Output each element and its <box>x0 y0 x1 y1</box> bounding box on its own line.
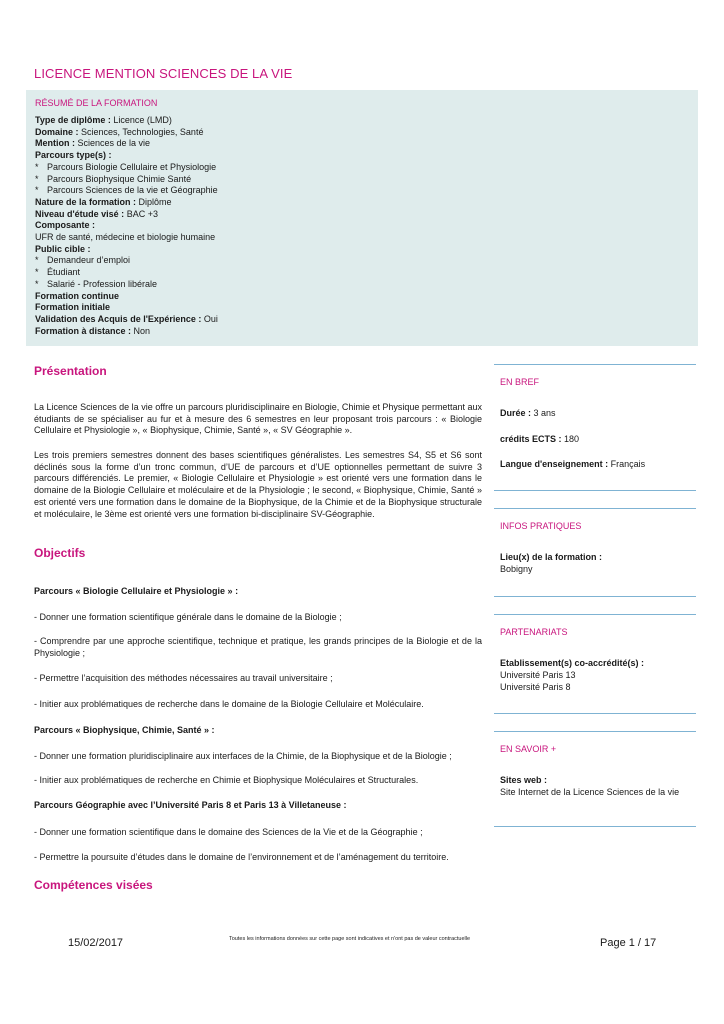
langue-value: Français <box>610 459 646 469</box>
objectifs-heading: Objectifs <box>34 546 86 560</box>
domaine-value: Sciences, Technologies, Santé <box>81 126 204 137</box>
objectif-item: - Permettre la poursuite d’études dans le domaine de l’environnement et de l’aménagement du territoire. <box>34 852 449 862</box>
parcours-subheading: Parcours « Biologie Cellulaire et Physiologie » : <box>34 586 239 596</box>
presentation-heading: Présentation <box>34 364 107 378</box>
etablissement-item: Université Paris 13 <box>500 670 576 680</box>
distance-value: Non <box>133 325 151 336</box>
sidebar-divider <box>494 490 696 491</box>
parcours-item: * Parcours Sciences de la vie et Géographie <box>35 185 218 197</box>
parcours-item: * Parcours Biophysique Chimie Santé <box>35 174 218 186</box>
footer-disclaimer: Toutes les informations données sur cette page sont indicatives et n'ont pas de valeur contractuelle <box>229 936 471 942</box>
nature-label: Nature de la formation : <box>35 196 137 207</box>
type-label: Type de diplôme : <box>35 115 111 125</box>
sidebar-divider <box>494 596 696 597</box>
objectif-item: - Permettre l’acquisition des méthodes nécessaires au travail universitaire ; <box>34 673 333 683</box>
sidebar-divider <box>494 713 696 714</box>
sidebar-divider <box>494 731 696 732</box>
ects-value: 180 <box>564 434 580 444</box>
mention-value: Sciences de la vie <box>77 138 151 149</box>
en-savoir-plus-heading: EN SAVOIR + <box>500 744 557 754</box>
sidebar-divider <box>494 826 696 827</box>
composante-value: UFR de santé, médecine et biologie humaine <box>35 232 216 243</box>
mention-label: Mention : <box>35 138 75 149</box>
presentation-paragraph: Les trois premiers semestres donnent des bases scientifiques généralistes. Les semestres S4, S5 et S6 sont déclinés sous la forme d’un tronc commun, d’UE de parcours et d’UE optionnelles permettant de suivre 3 parcours différenciés. Le premier, « Biologie Cellulaire et Physiologie » est orienté vers une formation dans le domaine de la Biologie Cellulaire et moléculaire et de la Physiologie ; le second, « Biophysique, Chimie, Santé » est orienté vers une formation dans le domaine de la Biophysique, de la Chimie et de la Biophysique structurale et moléculaire, le 3ème est orienté vers une formation bi-disciplinaire SV-Géographie. <box>34 450 482 519</box>
duree-value: 3 ans <box>533 408 556 418</box>
footer-date: 15/02/2017 <box>68 937 124 949</box>
presentation-paragraph: La Licence Sciences de la vie offre un parcours pluridisciplinaire en Biologie, Chimie et Physique permettant aux étudiants de se spécialiser au fur et à mesure des 6 semestres en leur proposant trois parcours : « Biologie Cellulaire et Physiologie », « Biophysique, Chimie, Santé », « SV Géographie ». <box>34 402 482 436</box>
lieu-label: Lieu(x) de la formation : <box>500 552 603 562</box>
parcours-item: * Parcours Biologie Cellulaire et Physiologie <box>35 162 218 174</box>
summary-distance <box>35 326 218 338</box>
distance-label: Formation à distance : <box>35 325 132 336</box>
objectif-item: - Comprendre par une approche scientifique, technique et pratique, les grands principes de la Biologie et de la Physiologie ; <box>34 636 482 658</box>
summary-mention <box>35 138 218 150</box>
domaine-label: Domaine : <box>35 126 79 137</box>
page-number: Page 1 / 17 <box>600 937 657 949</box>
sidebar-divider <box>494 508 696 509</box>
sidebar-divider <box>494 364 696 365</box>
public-item: * Salarié - Profession libérale <box>35 279 218 291</box>
vae-label: Validation des Acquis de l'Expérience : <box>35 313 202 324</box>
langue <box>500 459 690 471</box>
formation-continue: Formation continue <box>35 290 119 301</box>
summary-box <box>26 90 698 346</box>
parcours-label: Parcours type(s) : <box>35 150 112 161</box>
objectif-item: - Donner une formation scientifique générale dans le domaine de la Biologie ; <box>34 612 342 622</box>
niveau-label: Niveau d'étude visé : <box>35 208 125 219</box>
niveau-value: BAC +3 <box>126 208 158 219</box>
sidebar-divider <box>494 614 696 615</box>
formation-initiale: Formation initiale <box>35 302 111 313</box>
summary-list <box>35 115 218 337</box>
en-bref-heading: EN BREF <box>500 377 540 387</box>
duree <box>500 408 690 420</box>
summary-nature <box>35 197 218 209</box>
vae-value: Oui <box>203 313 218 324</box>
competences-heading: Compétences visées <box>34 878 153 892</box>
ects-label: crédits ECTS : <box>500 434 562 444</box>
composante-label: Composante : <box>35 220 96 231</box>
public-item: * Demandeur d’emploi <box>35 255 218 267</box>
lieu-value: Bobigny <box>500 564 533 574</box>
credits-ects <box>500 434 690 446</box>
langue-label: Langue d'enseignement : <box>500 459 609 469</box>
site-link[interactable]: Site Internet de la Licence Sciences de la vie <box>500 787 680 797</box>
summary-heading: RÉSUMÉ DE LA FORMATION <box>35 98 158 108</box>
objectif-item: - Donner une formation pluridisciplinaire aux interfaces de la Chimie, de la Biophysique et de la Biologie ; <box>34 751 452 761</box>
etablissement-item: Université Paris 8 <box>500 682 571 692</box>
infos-pratiques-heading: INFOS PRATIQUES <box>500 521 582 531</box>
type-value: Licence (LMD) <box>113 115 172 125</box>
duree-label: Durée : <box>500 408 532 418</box>
summary-type <box>35 115 218 127</box>
page-title: LICENCE MENTION SCIENCES DE LA VIE <box>34 66 293 81</box>
public-item: * Étudiant <box>35 267 218 279</box>
objectif-item: - Donner une formation scientifique dans le domaine des Sciences de la Vie et de la Géographie ; <box>34 827 423 837</box>
etablissement-label: Etablissement(s) co-accrédité(s) : <box>500 658 645 668</box>
summary-domaine <box>35 127 218 139</box>
public-label: Public cible : <box>35 243 91 254</box>
parcours-subheading: Parcours « Biophysique, Chimie, Santé » : <box>34 725 215 735</box>
summary-vae <box>35 314 218 326</box>
objectif-item: - Initier aux problématiques de recherche dans le domaine de la Biologie Cellulaire et Moléculaire. <box>34 699 424 709</box>
parcours-subheading: Parcours Géographie avec l’Université Paris 8 et Paris 13 à Villetaneuse : <box>34 800 347 810</box>
nature-value: Diplôme <box>138 196 172 207</box>
objectif-item: - Initier aux problématiques de recherche en Chimie et Biophysique Moléculaires et Structurales. <box>34 775 419 785</box>
summary-niveau <box>35 209 218 221</box>
partenariats-heading: PARTENARIATS <box>500 627 568 637</box>
sites-web-label: Sites web : <box>500 775 548 785</box>
